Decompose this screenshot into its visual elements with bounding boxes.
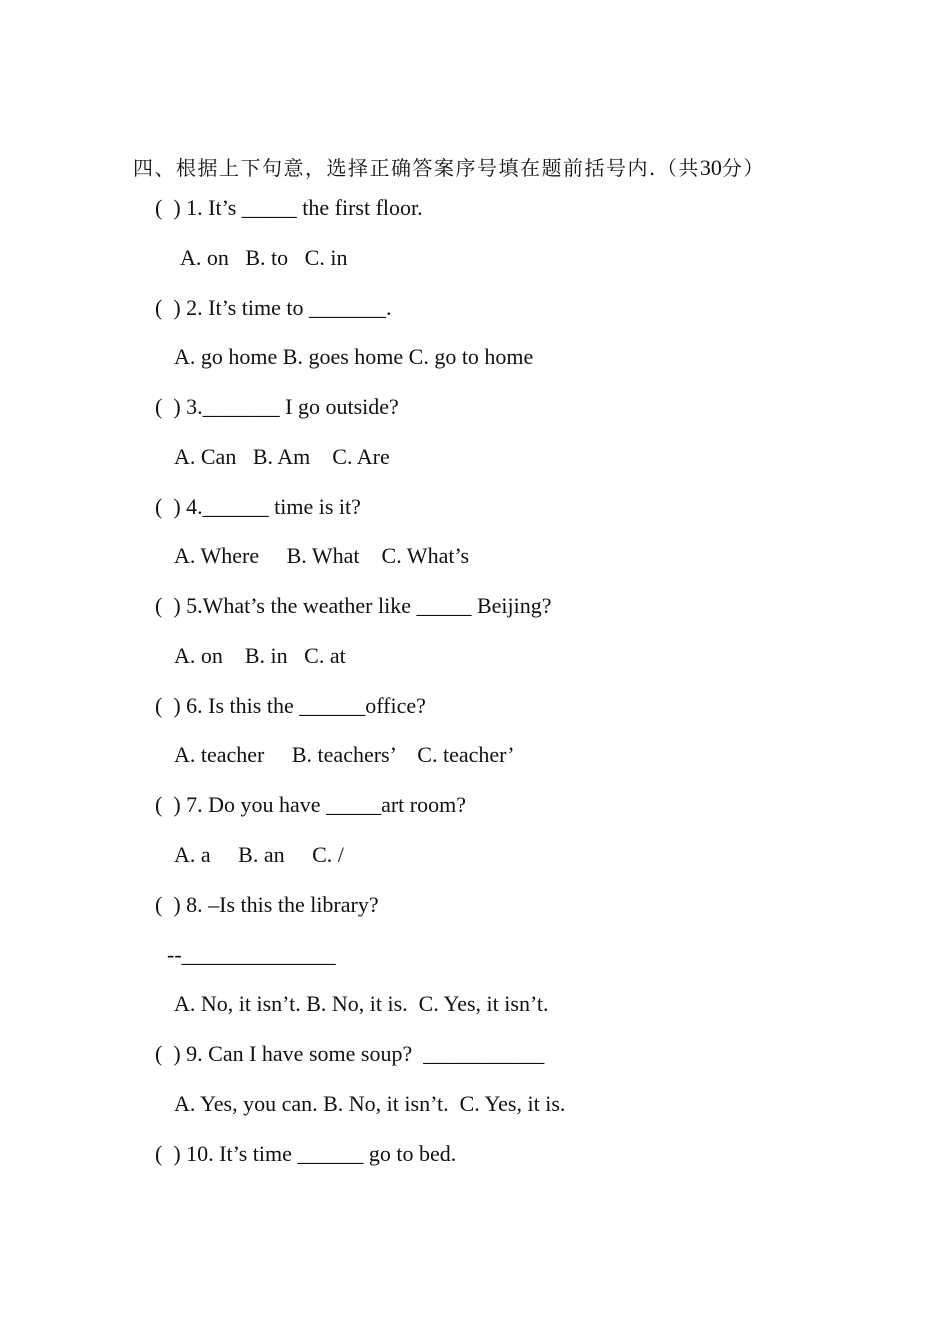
question-5-stem: ( ) 5.What’s the weather like _____ Beijing?: [155, 593, 552, 618]
question-3-stem: ( ) 3._______ I go outside?: [155, 394, 399, 419]
question-1-options: A. on B. to C. in: [180, 245, 348, 270]
question-6-stem: ( ) 6. Is this the ______office?: [155, 693, 426, 718]
question-6-options: A. teacher B. teachers’ C. teacher’: [174, 742, 515, 767]
question-4-options: A. Where B. What C. What’s: [174, 543, 470, 568]
question-10-stem: ( ) 10. It’s time ______ go to bed.: [155, 1141, 457, 1166]
question-8-options: A. No, it isn’t. B. No, it is. C. Yes, it isn’t.: [174, 991, 549, 1016]
question-7-stem: ( ) 7. Do you have _____art room?: [155, 792, 466, 817]
section-heading: [133, 152, 765, 181]
section-heading-points: 30: [699, 155, 722, 180]
question-9-stem: ( ) 9. Can I have some soup? ___________: [155, 1041, 545, 1066]
question-2-stem: ( ) 2. It’s time to _______.: [155, 295, 392, 320]
section-heading-suffix: 分）: [721, 156, 765, 180]
question-5-options: A. on B. in C. at: [174, 643, 346, 668]
section-heading-prefix: 四、根据上下句意，选择正确答案序号填在题前括号内.（共: [133, 156, 700, 180]
question-8-answer-line: --______________: [167, 942, 336, 967]
question-1-stem: ( ) 1. It’s _____ the first floor.: [155, 195, 423, 220]
question-9-options: A. Yes, you can. B. No, it isn’t. C. Yes, it is.: [174, 1091, 566, 1116]
question-4-stem: ( ) 4.______ time is it?: [155, 494, 361, 519]
question-7-options: A. a B. an C. /: [174, 842, 344, 867]
question-2-options: A. go home B. goes home C. go to home: [174, 344, 534, 369]
question-3-options: A. Can B. Am C. Are: [174, 444, 390, 469]
question-8-stem: ( ) 8. –Is this the library?: [155, 892, 379, 917]
